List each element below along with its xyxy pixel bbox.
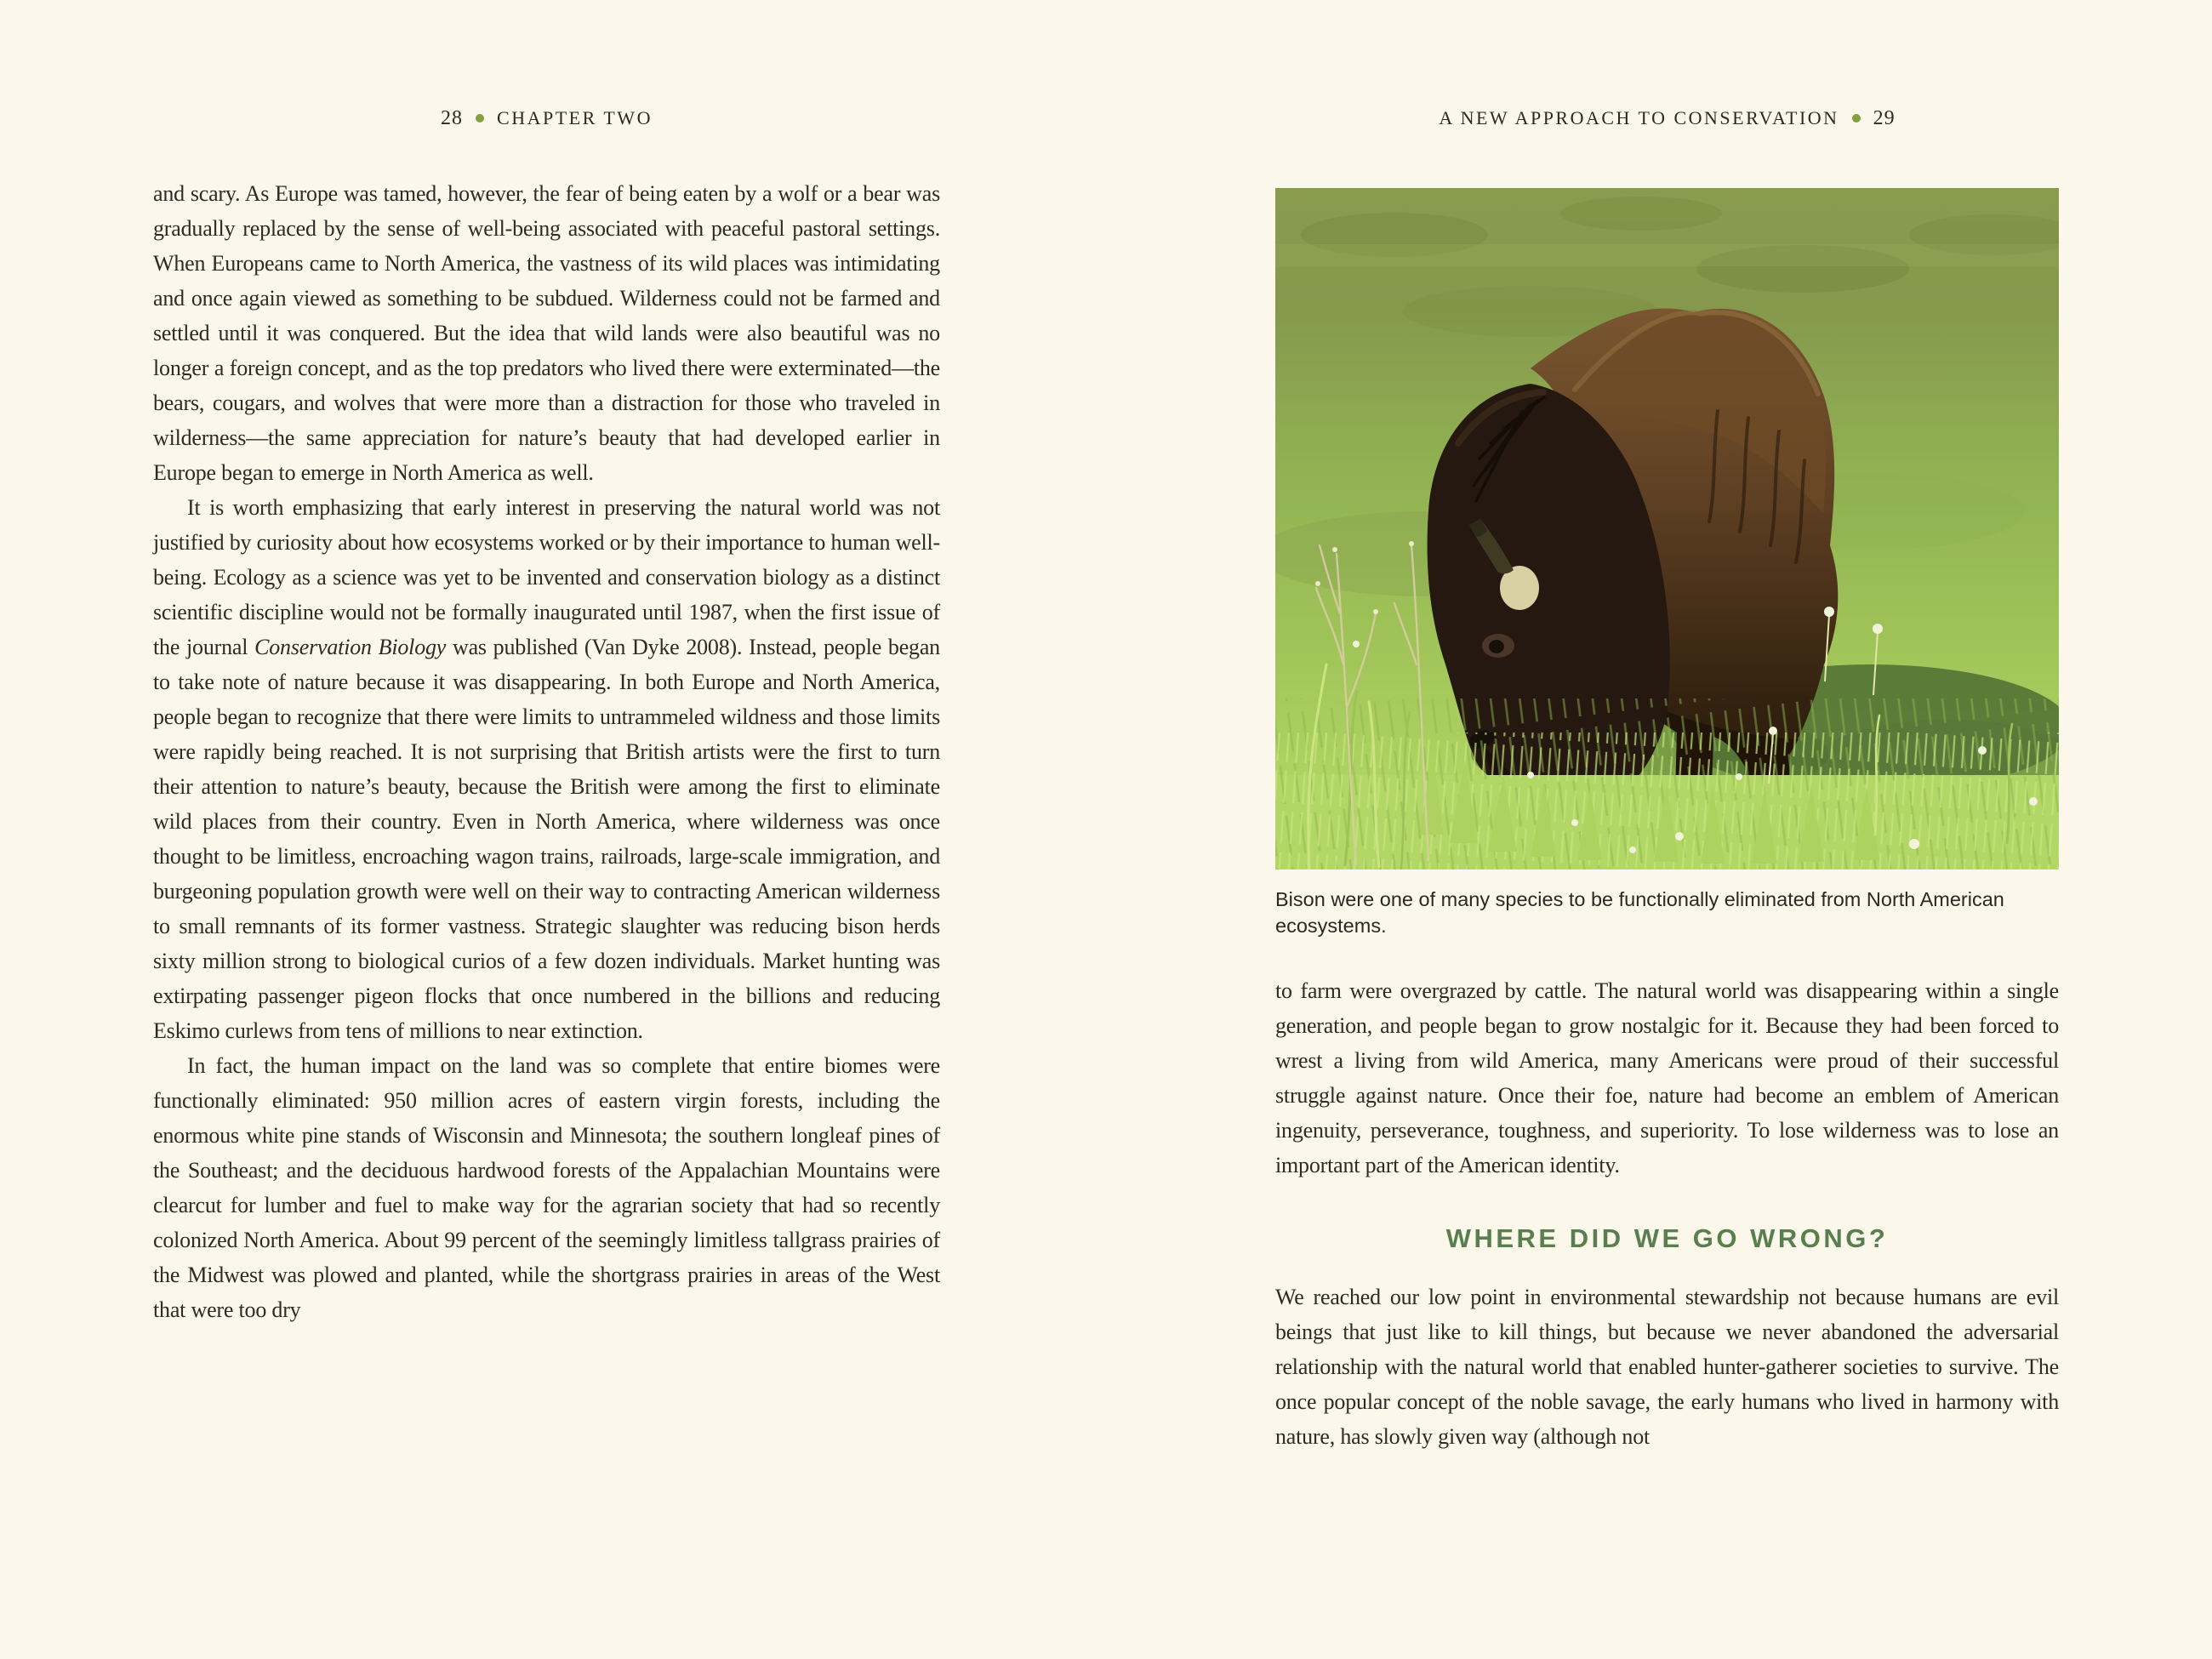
paragraph: In fact, the human impact on the land was so complete that entire biomes were functionally eliminated: 950 million acres of eastern virgin forests, including the enormous white pine stands of Wisconsin and Minnesota; the southern longleaf pines of the Southeast; and the deciduous hardwood forests of the Appalachian Mountains were clearcut for lumber and fuel to make way for the agrarian society that had so recently colonized North America. About 99 percent of the seemingly limitless tallgrass prairies of the Midwest was plowed and planted, while the shortgrass prairies in areas of the West that were too dry xyxy=(153,1053,940,1322)
bison-photo xyxy=(1275,188,2059,869)
paragraph: to farm were overgrazed by cattle. The natural world was disappearing within a single generation, and people began to grow nostalgic for it. Because they had been forced to wrest a living from wild America, many Americans were proud of their successful struggle against nature. Once their foe, nature had become an emblem of American ingenuity, perseverance, toughness, and superiority. To lose wilderness was to lose an important part of the American identity. xyxy=(1275,978,2059,1177)
running-head-left xyxy=(153,105,940,131)
page-number-left: 28 xyxy=(441,106,464,129)
page-left xyxy=(153,105,940,1327)
section-heading: WHERE DID WE GO WRONG? xyxy=(1445,1223,1889,1253)
paragraph: and scary. As Europe was tamed, however, the fear of being eaten by a wolf or a bear was gradually replaced by the sense of well-being associated with peaceful pastoral settings. When Europeans came to North America, the vastness of its wild places was intimidating and once again viewed as something to be subdued. Wilderness could not be farmed and settled until it was conquered. But the idea that wild lands were also beautiful was no longer a foreign concept, and as the top predators who lived there were exterminated—the bears, cougars, and wolves that were more than a distraction for those who traveled in wilderness—the same appreciation for nature’s beauty that had developed earlier in Europe began to emerge in North America as well. xyxy=(153,181,940,485)
paragraph: It is worth emphasizing that early interest in preserving the natural world was not justified by curiosity about how ecosystems worked or by their importance to human well-being. Ecology as a science was yet to be invented and conservation biology as a distinct scientific discipline would not be formally inaugurated until 1987, when the first issue of the journal Conservation Biology was published (Van Dyke 2008). Instead, people began to take note of nature because it was disappearing. In both Europe and North America, people began to recognize that there were limits to untrammeled wildness and those limits were rapidly being reached. It is not surprising that British artists were the first to turn their attention to nature’s beauty, because the British were among the first to eliminate wild places from their country. Even in North America, where wilderness was once thought to be limitless, encroaching wagon trains, railroads, large-scale immigration, and burgeoning population growth were well on their way to contracting American wilderness to small remnants of its former vastness. Strategic slaughter was reducing bison herds sixty million strong to biological curios of a few dozen individuals. Market hunting was extirpating passenger pigeon flocks that once numbered in the billions and reducing Eskimo curlews from tens of millions to near extinction. xyxy=(153,495,940,1043)
right-text-lower xyxy=(1275,1280,2059,1454)
separator-dot-icon xyxy=(476,114,484,123)
running-head-right xyxy=(1275,105,2059,131)
chapter-title: CHAPTER TWO xyxy=(497,107,653,128)
photo-caption: Bison were one of many species to be functionally eliminated from North American ecosystems. xyxy=(1275,888,2004,937)
right-text-upper xyxy=(1275,973,2059,1183)
separator-dot-icon xyxy=(1852,114,1861,123)
left-text-column xyxy=(153,176,940,1327)
page-number-right: 29 xyxy=(1873,106,1896,129)
paragraph: We reached our low point in environmental stewardship not because humans are evil beings that just like to kill things, but because we never abandoned the adversarial relationship with the natural world that enabled hunter-gatherer societies to survive. The once popular concept of the noble savage, the early humans who lived in harmony with nature, has slowly given way (although not xyxy=(1275,1285,2059,1449)
page-right xyxy=(1275,105,2059,1454)
section-title: A NEW APPROACH TO CONSERVATION xyxy=(1439,107,1839,128)
